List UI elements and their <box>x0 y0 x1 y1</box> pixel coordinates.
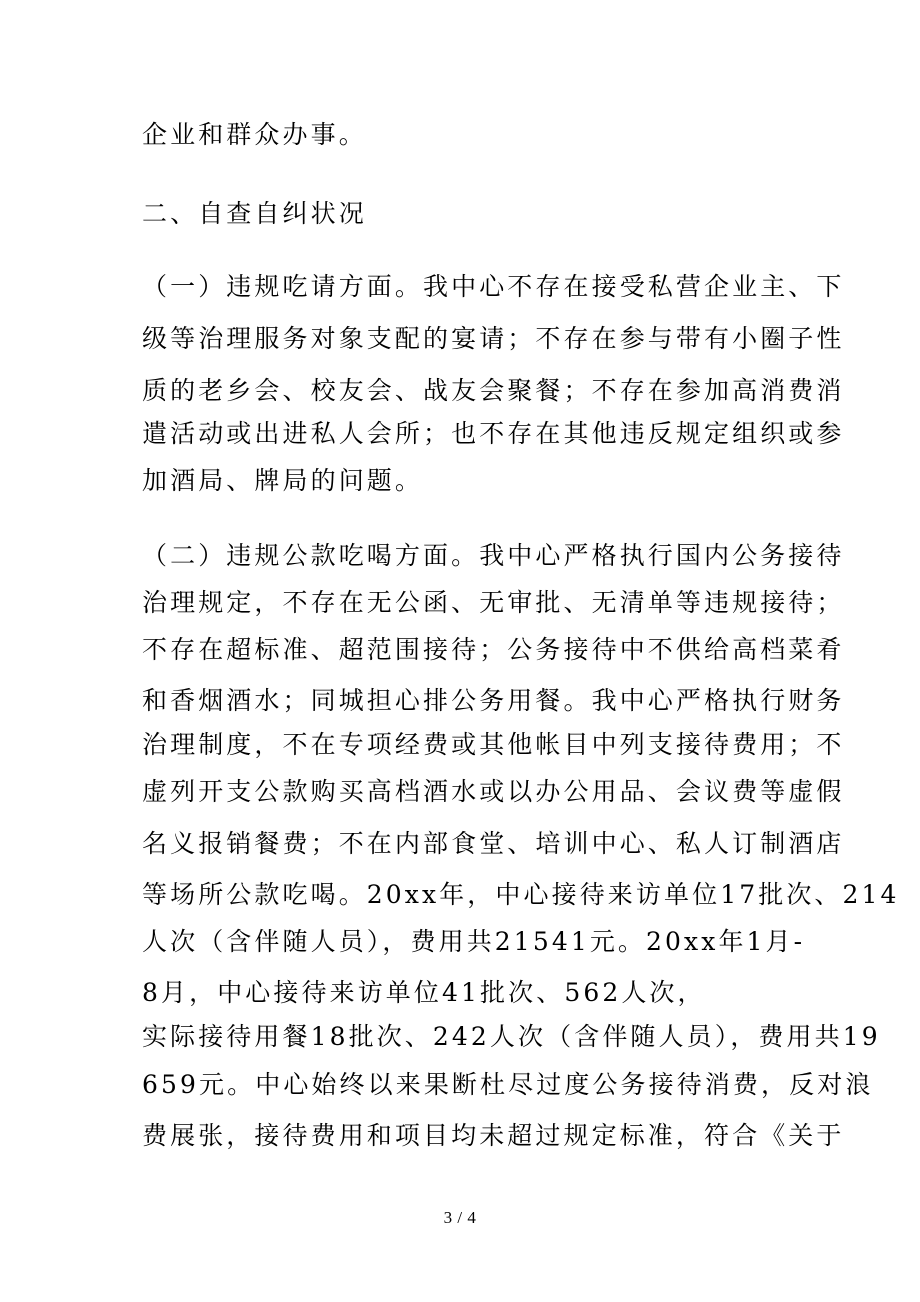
paragraph-1-line-3: 质的老乡会、校友会、战友会聚餐；不存在参加高消费消 <box>142 376 845 405</box>
paragraph-2-line-7: 名义报销餐费；不在内部食堂、培训中心、私人订制酒店 <box>142 829 845 858</box>
paragraph-2-line-3: 不存在超标准、超范围接待；公务接待中不供给高档菜肴 <box>142 635 845 664</box>
page-number: 3 / 4 <box>443 1208 477 1227</box>
section-heading: 二、自查自纠状况 <box>142 199 367 228</box>
paragraph-2-line-6: 虚列开支公款购买高档酒水或以办公用品、会议费等虚假 <box>142 777 845 806</box>
text-line-1: 企业和群众办事。 <box>142 120 367 149</box>
paragraph-2-line-2: 治理规定，不存在无公函、无审批、无清单等违规接待； <box>142 588 845 617</box>
paragraph-2-line-8: 等场所公款吃喝。20xx年，中心接待来访单位17批次、214 <box>142 880 900 909</box>
paragraph-2-line-4: 和香烟酒水；同城担心排公务用餐。我中心严格执行财务 <box>142 686 845 715</box>
paragraph-2-line-10: 8月，中心接待来访单位41批次、562人次， <box>142 978 706 1007</box>
paragraph-1-line-4: 遣活动或出进私人会所；也不存在其他违反规定组织或参 <box>142 419 845 448</box>
paragraph-2-line-9: 人次（含伴随人员），费用共21541元。20xx年1月- <box>142 927 806 956</box>
paragraph-1-line-1: （一）违规吃请方面。我中心不存在接受私营企业主、下 <box>142 272 845 301</box>
paragraph-2-line-13: 费展张，接待费用和项目均未超过规定标准，符合《关于 <box>142 1121 845 1150</box>
paragraph-2-line-11: 实际接待用餐18批次、242人次（含伴随人员），费用共19 <box>142 1022 881 1051</box>
paragraph-2-line-1: （二）违规公款吃喝方面。我中心严格执行国内公务接待 <box>142 541 845 570</box>
paragraph-1-line-2: 级等治理服务对象支配的宴请；不存在参与带有小圈子性 <box>142 324 845 353</box>
paragraph-2-line-5: 治理制度，不在专项经费或其他帐目中列支接待费用；不 <box>142 730 845 759</box>
paragraph-2-line-12: 659元。中心始终以来果断杜尽过度公务接待消费，反对浪 <box>142 1070 874 1099</box>
paragraph-1-line-5: 加酒局、牌局的问题。 <box>142 466 424 495</box>
